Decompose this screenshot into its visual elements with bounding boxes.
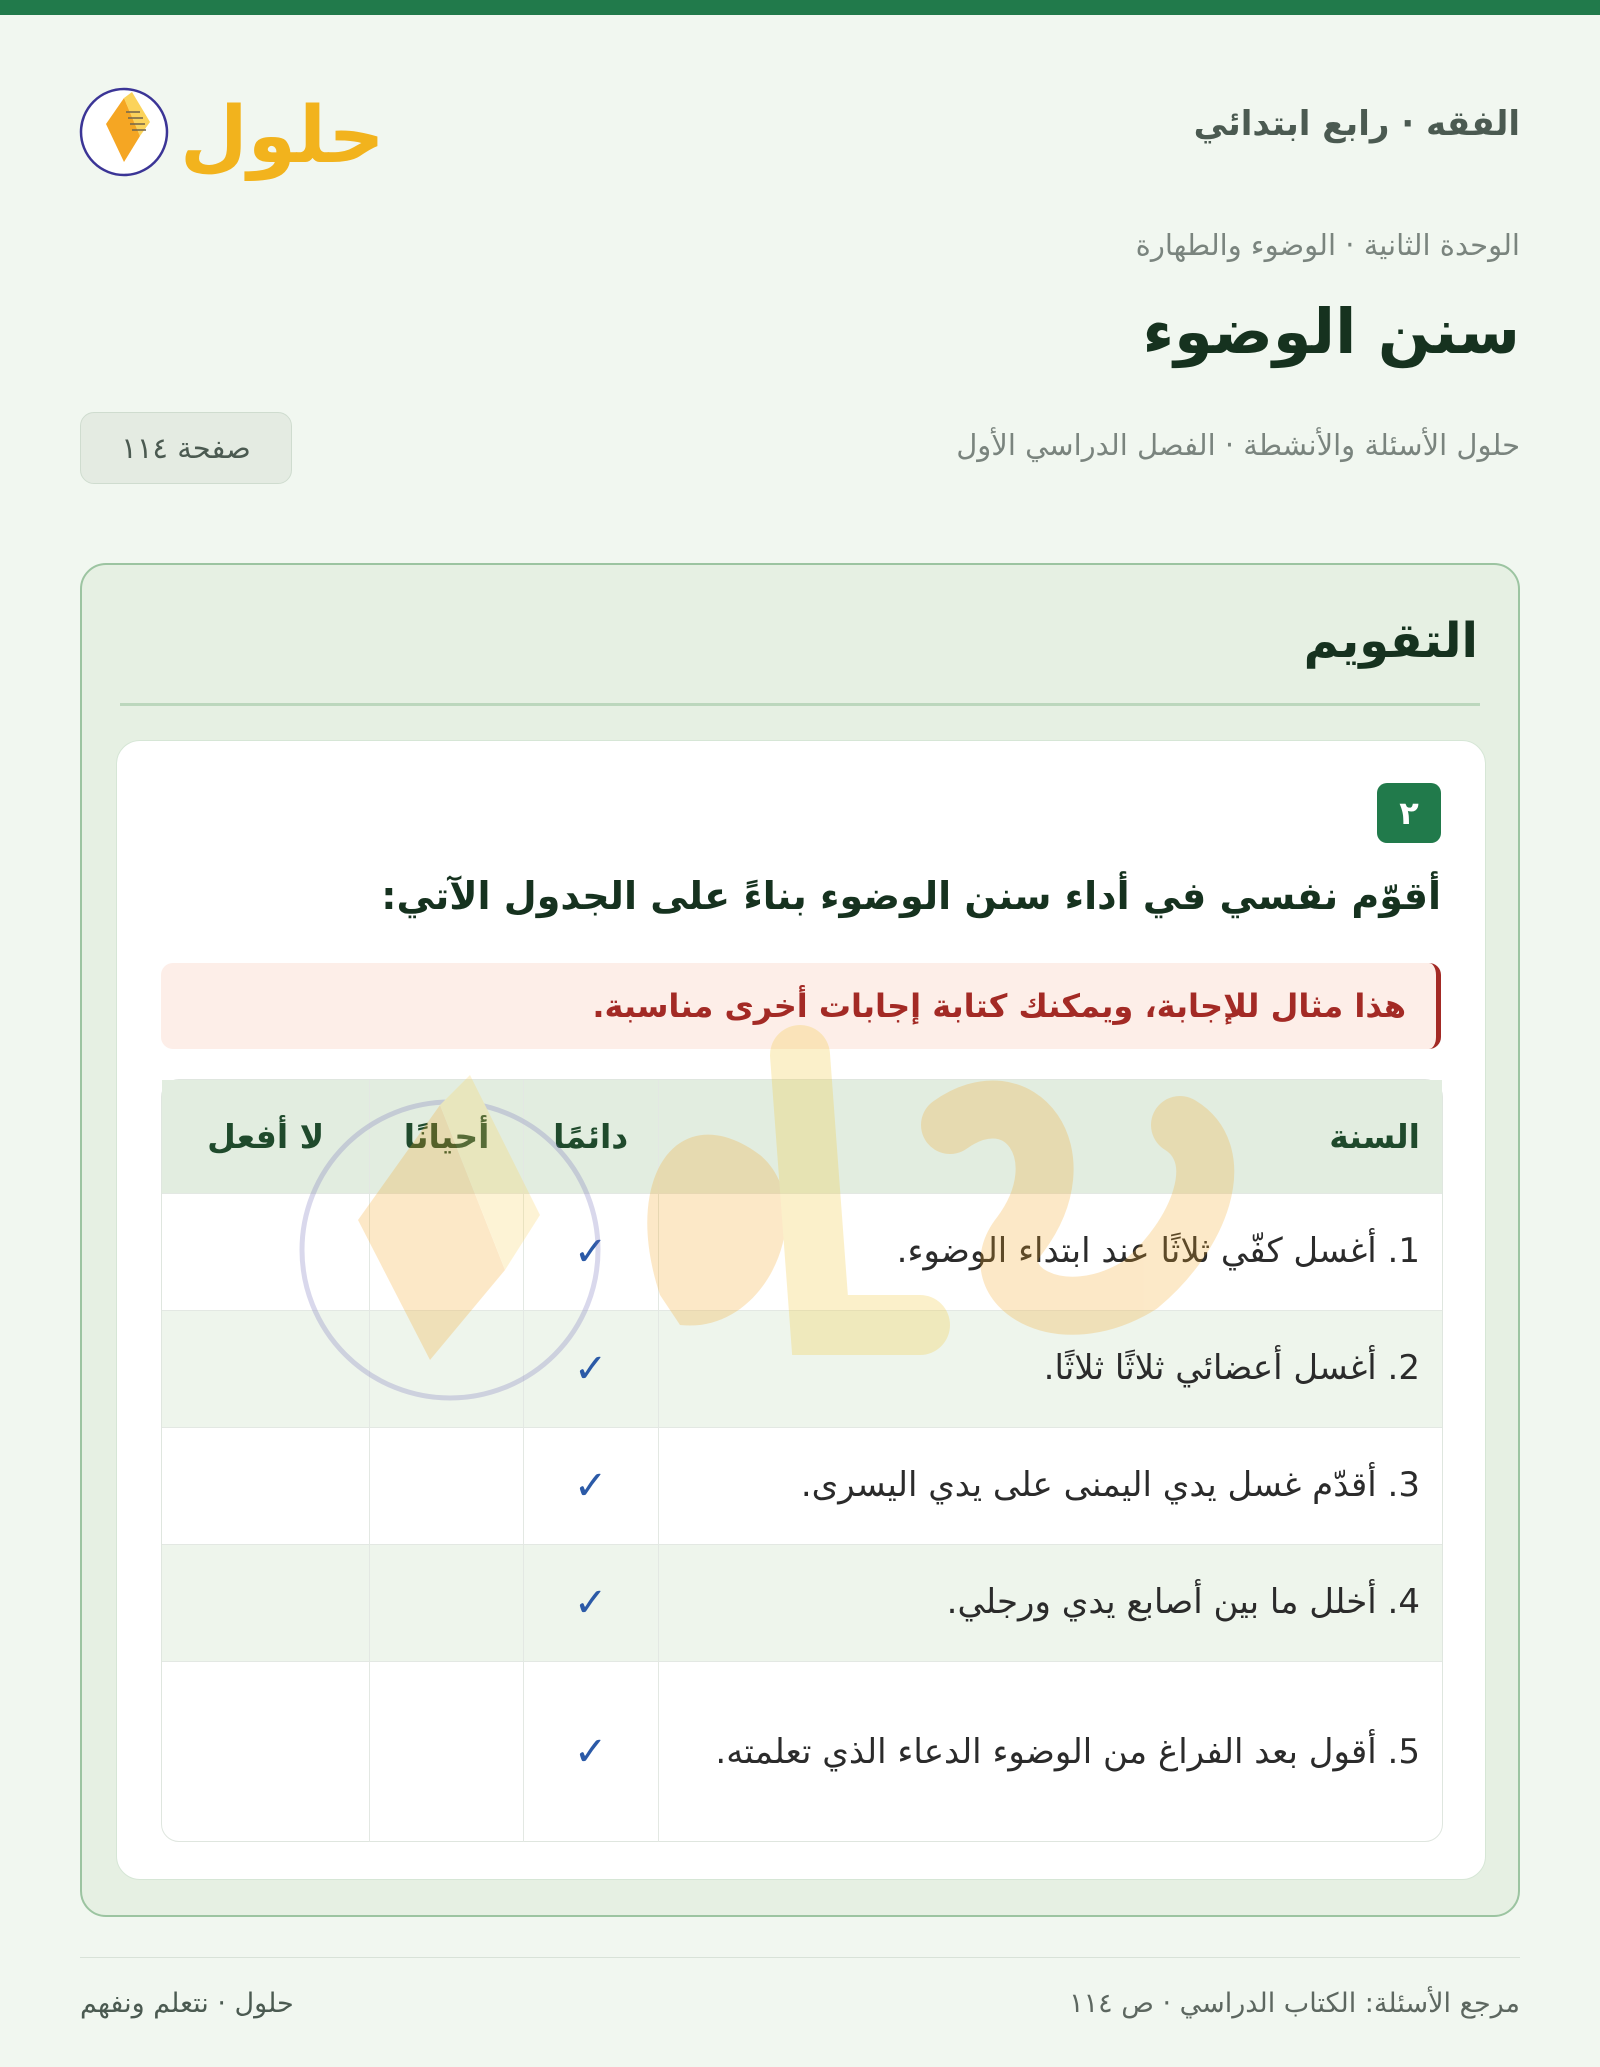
table-row: [162, 1193, 1442, 1310]
question-text: أقوّم نفسي في أداء سنن الوضوء بناءً على الجدول الآتي:: [381, 874, 1441, 918]
table-row: [162, 1427, 1442, 1544]
self-assessment-table: [161, 1079, 1443, 1842]
lesson-title: سنن الوضوء: [1142, 295, 1520, 368]
sunna-cell: 4. أخلل ما بين أصابع يدي ورجلي.: [658, 1544, 1442, 1661]
sunna-cell: 1. أغسل كفّي ثلاثًا عند ابتداء الوضوء.: [658, 1193, 1442, 1310]
answer-note: هذا مثال للإجابة، ويمكنك كتابة إجابات أخرى مناسبة.: [161, 963, 1441, 1049]
question-number-badge: ٢: [1377, 783, 1441, 843]
never-cell[interactable]: [162, 1661, 370, 1842]
table-row: [162, 1661, 1442, 1842]
sometimes-cell[interactable]: [370, 1544, 523, 1661]
footer-tagline: حلول · نتعلم ونفهم: [80, 1988, 294, 2019]
footer-divider: [80, 1957, 1520, 1958]
check-icon[interactable]: ✓: [523, 1661, 658, 1842]
footer-reference: مرجع الأسئلة: الكتاب الدراسي · ص ١١٤: [1069, 1988, 1520, 2019]
header-never: لا أفعل: [207, 1116, 325, 1156]
brand-logo-text: حلول: [180, 91, 385, 181]
sometimes-cell[interactable]: [370, 1661, 523, 1842]
section-divider: [120, 703, 1480, 706]
header-always: دائمًا: [523, 1080, 658, 1193]
sunna-cell: 5. أقول بعد الفراغ من الوضوء الدعاء الذي تعلمته.: [658, 1661, 1442, 1842]
table-header-row: [162, 1080, 1442, 1193]
check-icon[interactable]: ✓: [523, 1427, 658, 1544]
sometimes-cell[interactable]: [370, 1310, 523, 1427]
header-sunna: السنة: [658, 1080, 1442, 1193]
lesson-meta: حلول الأسئلة والأنشطة · الفصل الدراسي الأول: [956, 428, 1520, 462]
table-row: [162, 1544, 1442, 1661]
check-icon[interactable]: ✓: [523, 1193, 658, 1310]
evaluation-section: [80, 563, 1520, 1917]
page-number-chip[interactable]: صفحة ١١٤: [80, 412, 292, 484]
sunna-cell: 3. أقدّم غسل يدي اليمنى على يدي اليسرى.: [658, 1427, 1442, 1544]
question-card: [116, 740, 1486, 1880]
unit-breadcrumb: الوحدة الثانية · الوضوء والطهارة: [1135, 228, 1520, 262]
never-cell[interactable]: [162, 1193, 370, 1310]
sometimes-cell[interactable]: [370, 1427, 523, 1544]
brand-logo[interactable]: [80, 62, 385, 192]
never-cell[interactable]: [162, 1427, 370, 1544]
never-cell[interactable]: [162, 1544, 370, 1661]
section-title: التقويم: [1303, 613, 1478, 669]
subject-grade: الفقه · رابع ابتدائي: [1193, 104, 1520, 144]
check-icon[interactable]: ✓: [523, 1310, 658, 1427]
check-icon[interactable]: ✓: [523, 1544, 658, 1661]
page-header: [80, 62, 1520, 192]
brand-logo-icon: [80, 62, 385, 192]
top-accent-bar: [0, 0, 1600, 15]
sunna-cell: 2. أغسل أعضائي ثلاثًا ثلاثًا.: [658, 1310, 1442, 1427]
sometimes-cell[interactable]: [370, 1193, 523, 1310]
header-sometimes: أحيانًا: [370, 1080, 523, 1193]
table-row: [162, 1310, 1442, 1427]
never-cell[interactable]: [162, 1310, 370, 1427]
